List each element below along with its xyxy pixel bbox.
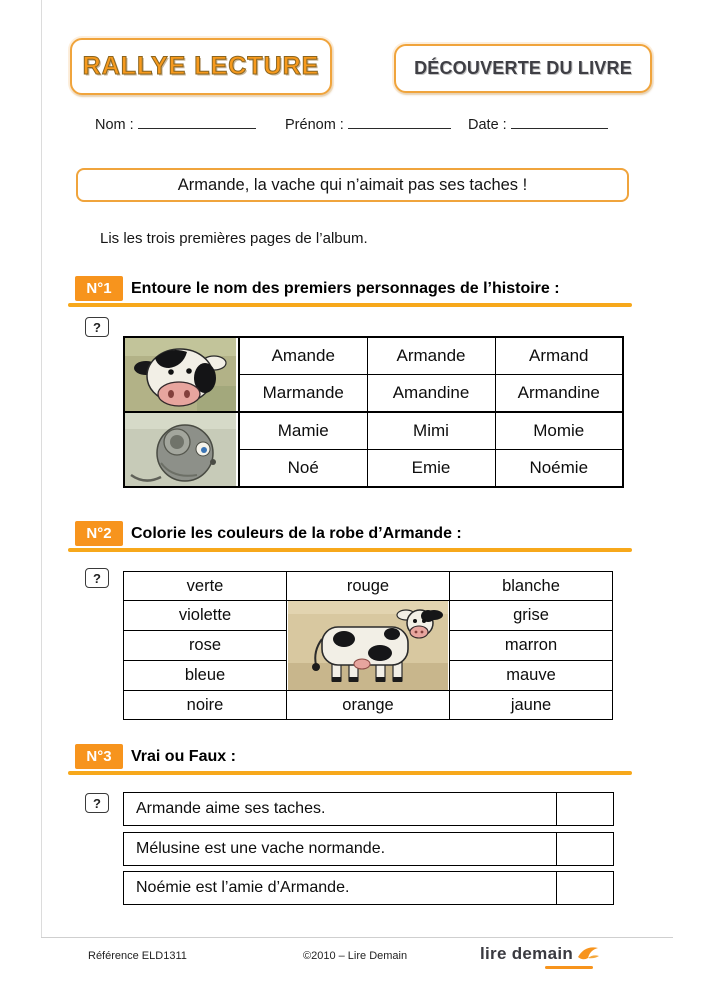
section3-number-badge: N°3 [75, 744, 123, 769]
name-cell: Armande [367, 337, 495, 375]
book-title-box [76, 168, 629, 202]
section2-rule [68, 548, 632, 552]
decouverte-title: DÉCOUVERTE DU LIVRE [414, 58, 632, 78]
footer-copyright: ©2010 – Lire Demain [303, 950, 408, 962]
mouse-image [125, 413, 236, 486]
instruction-text: Lis les trois premières pages de l’album. [100, 230, 368, 247]
answer-cell [557, 871, 614, 905]
name-cell: Mimi [367, 412, 495, 450]
answer-cell [557, 832, 614, 866]
cow-head-image-cell [124, 337, 239, 412]
nom-label: Nom : [95, 117, 134, 133]
name-cell: Emie [367, 450, 495, 488]
cow-standing-image [288, 601, 448, 690]
logo-text: lire demain [480, 944, 574, 963]
table-row [124, 412, 623, 450]
true-false-list [123, 792, 614, 911]
section2-heading: Colorie les couleurs de la robe d’Armande : [131, 525, 462, 542]
section1-rule [68, 303, 632, 307]
date-label: Date : [468, 117, 507, 133]
nom-field [95, 116, 256, 133]
nom-blank-line [138, 116, 256, 129]
prenom-label: Prénom : [285, 117, 344, 133]
section3-rule [68, 771, 632, 775]
mouse-image-cell [124, 412, 239, 487]
color-cell: jaune [450, 691, 613, 720]
color-cell: violette [124, 601, 287, 631]
prenom-blank-line [348, 116, 451, 129]
cow-head-image [125, 338, 236, 411]
section3-heading: Vrai ou Faux : [131, 748, 236, 765]
color-cell: noire [124, 691, 287, 720]
color-cell: verte [124, 572, 287, 601]
color-cell: bleue [124, 661, 287, 691]
color-cell: marron [450, 631, 613, 661]
color-cell: rose [124, 631, 287, 661]
bird-icon [577, 944, 601, 962]
answer-cell [557, 792, 614, 826]
section2-help-box: ? [85, 568, 109, 588]
section1-help-box: ? [85, 317, 109, 337]
decouverte-badge [394, 44, 652, 93]
colors-table [123, 571, 613, 720]
rallye-lecture-title: RALLYE LECTURE [82, 52, 320, 80]
section1-number-badge: N°1 [75, 276, 123, 301]
name-cell: Noémie [495, 450, 623, 488]
date-blank-line [511, 116, 608, 129]
name-cell: Momie [495, 412, 623, 450]
name-cell: Marmande [239, 375, 367, 413]
name-cell: Amandine [367, 375, 495, 413]
prenom-field [285, 116, 451, 133]
table-row [124, 337, 623, 375]
name-cell: Noé [239, 450, 367, 488]
list-item [123, 871, 614, 905]
color-cell: blanche [450, 572, 613, 601]
name-cell: Armandine [495, 375, 623, 413]
book-title: Armande, la vache qui n’aimait pas ses taches ! [177, 175, 528, 194]
statement-cell: Noémie est l’amie d’Armande. [123, 871, 557, 905]
list-item [123, 792, 614, 826]
footer-divider [41, 937, 673, 938]
name-cell: Mamie [239, 412, 367, 450]
table-row [124, 691, 613, 720]
color-cell: grise [450, 601, 613, 631]
statement-cell: Mélusine est une vache normande. [123, 832, 557, 866]
margin-line [41, 0, 42, 937]
logo-subtext-mark [545, 966, 593, 969]
footer-reference: Référence ELD1311 [88, 950, 187, 962]
color-cell: rouge [287, 572, 450, 601]
section2-number-badge: N°2 [75, 521, 123, 546]
statement-cell: Armande aime ses taches. [123, 792, 557, 826]
color-cell: orange [287, 691, 450, 720]
names-table [123, 336, 624, 488]
table-row [124, 572, 613, 601]
section1-heading: Entoure le nom des premiers personnages de l’histoire : [131, 280, 560, 297]
rallye-lecture-badge [70, 38, 332, 95]
section3-help-box: ? [85, 793, 109, 813]
cow-standing-image-cell [287, 601, 450, 691]
date-field [468, 116, 608, 133]
name-cell: Armand [495, 337, 623, 375]
table-row [124, 601, 613, 631]
name-cell: Amande [239, 337, 367, 375]
lire-demain-logo [480, 944, 601, 964]
list-item [123, 832, 614, 866]
color-cell: mauve [450, 661, 613, 691]
